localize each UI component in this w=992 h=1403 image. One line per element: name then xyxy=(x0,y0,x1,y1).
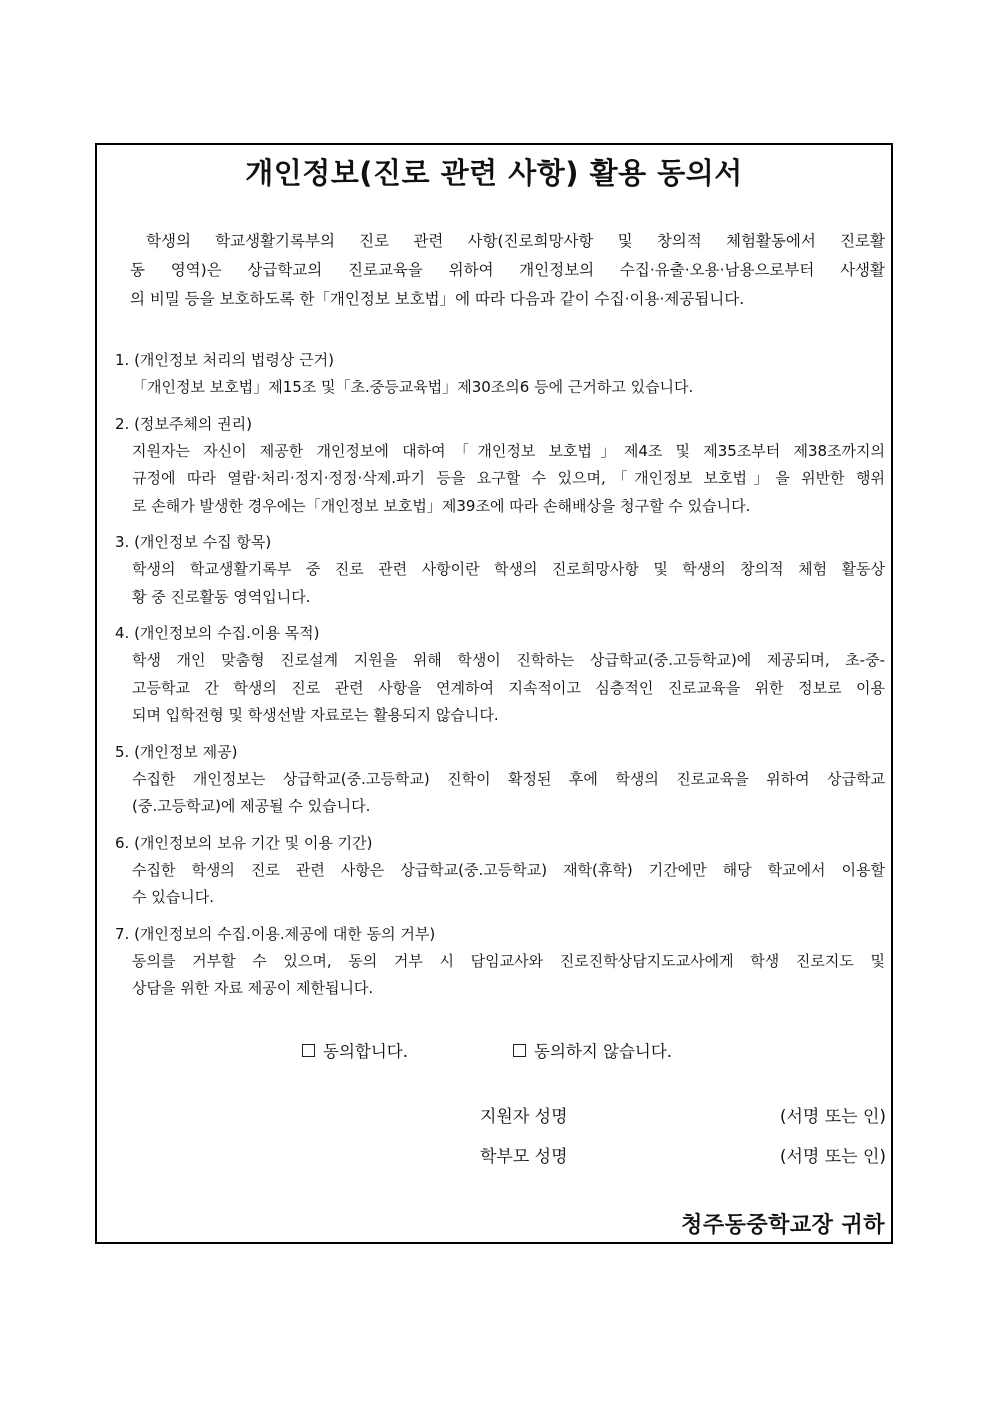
section-line: 상담을 위한 자료 제공이 제한됩니다. xyxy=(132,979,374,997)
section-line: 학생의 학교생활기록부 중 진로 관련 사항이란 학생의 진로희망사항 및 학생의 창의적 체험 활동상 xyxy=(132,560,885,578)
section-heading: 2. (정보주체의 권리) xyxy=(115,414,252,433)
section-purpose xyxy=(115,620,885,730)
section-line: 고등학교 간 학생의 진로 관련 사항을 연계하여 지속적이고 심층적인 진로교육을 위한 정보로 이용 xyxy=(132,678,885,697)
section-heading: 5. (개인정보 제공) xyxy=(115,742,238,761)
addressee: 청주동중학교장 귀하 xyxy=(681,1213,885,1238)
section-line: (중.고등학교)에 제공될 수 있습니다. xyxy=(132,797,371,815)
intro-line: 의 비밀 등을 보호하도록 한「개인정보 보호법」에 따라 다음과 같이 수집·이용·제공됩니다. xyxy=(130,290,745,308)
applicant-name-label: 지원자 성명 xyxy=(480,1107,568,1127)
section-line: 로 손해가 발생한 경우에는「개인정보 보호법」제39조에 따라 손해배상을 청구할 수 있습니다. xyxy=(132,496,751,515)
section-body xyxy=(132,948,885,1003)
section-body xyxy=(132,857,885,912)
section-body xyxy=(132,374,885,402)
intro-line: 학생의 학교생활기록부의 진로 관련 사항(진로희망사항 및 창의적 체험활동에서 진로활 xyxy=(146,232,885,250)
section-line: 학생 개인 맞춤형 진로설계 지원을 위해 학생이 진학하는 상급학교(중.고등학교)에 제공되며, 초-중- xyxy=(132,651,885,669)
section-heading: 7. (개인정보의 수집.이용.제공에 대한 동의 거부) xyxy=(115,924,436,943)
section-line: 지원자는 자신이 제공한 개인정보에 대하여「개인정보 보호법」제4조 및 제35조부터 제38조까지의 xyxy=(132,441,885,460)
section-body xyxy=(132,556,885,611)
consent-options xyxy=(97,1038,891,1068)
section-body xyxy=(132,766,885,821)
section-items xyxy=(115,529,885,611)
section-heading: 4. (개인정보의 수집.이용 목적) xyxy=(115,624,320,642)
agree-label: 동의합니다. xyxy=(323,1042,408,1061)
section-legal-basis xyxy=(115,347,885,402)
section-line: 되며 입학전형 및 학생선발 자료로는 활용되지 않습니다. xyxy=(132,706,499,724)
parent-name-label: 학부모 성명 xyxy=(480,1147,568,1167)
disagree-option[interactable] xyxy=(513,1038,672,1062)
disagree-label: 동의하지 않습니다. xyxy=(534,1042,673,1061)
agree-checkbox[interactable] xyxy=(302,1044,315,1057)
consent-form xyxy=(95,143,893,1244)
section-rights xyxy=(115,411,885,521)
intro-line: 동 영역)은 상급학교의 진로교육을 위하여 개인정보의 수집·유출·오용·남용으로부터 사생활 xyxy=(130,261,885,279)
section-heading: 6. (개인정보의 보유 기간 및 이용 기간) xyxy=(115,833,373,852)
intro-paragraph xyxy=(130,227,885,314)
applicant-signature-row xyxy=(480,1102,886,1132)
parent-sign-hint[interactable]: (서명 또는 인) xyxy=(779,1147,886,1167)
parent-signature-row xyxy=(480,1142,886,1172)
section-body xyxy=(132,438,885,521)
sections-list xyxy=(115,347,885,1012)
section-line: 수집한 개인정보는 상급학교(중.고등학교) 진학이 확정된 후에 학생의 진로교육을 위하여 상급학교 xyxy=(132,769,885,788)
section-body xyxy=(132,647,885,730)
section-line: 동의를 거부할 수 있으며, 동의 거부 시 담임교사와 진로진학상담지도교사에게 학생 진로지도 및 xyxy=(132,951,885,970)
section-refusal xyxy=(115,921,885,1003)
disagree-checkbox[interactable] xyxy=(513,1044,526,1057)
section-line: 황 중 진로활동 영역입니다. xyxy=(132,587,311,606)
applicant-sign-hint[interactable]: (서명 또는 인) xyxy=(779,1107,886,1127)
section-retention xyxy=(115,830,885,912)
agree-option[interactable] xyxy=(302,1038,408,1062)
section-heading: 1. (개인정보 처리의 법령상 근거) xyxy=(115,351,334,369)
section-provision xyxy=(115,739,885,821)
section-line: 「개인정보 보호법」제15조 및「초.중등교육법」제30조의6 등에 근거하고 있습니다. xyxy=(132,378,694,396)
section-heading: 3. (개인정보 수집 항목) xyxy=(115,533,272,551)
section-line: 수 있습니다. xyxy=(132,888,214,906)
document-title: 개인정보(진로 관련 사항) 활용 동의서 xyxy=(245,156,743,190)
section-line: 규정에 따라 열람·처리·정지·정정·삭제.파기 등을 요구할 수 있으며,「개인정보 보호법」을 위반한 행위 xyxy=(132,469,885,487)
section-line: 수집한 학생의 진로 관련 사항은 상급학교(중.고등학교) 재학(휴학) 기간에만 해당 학교에서 이용할 xyxy=(132,860,885,879)
